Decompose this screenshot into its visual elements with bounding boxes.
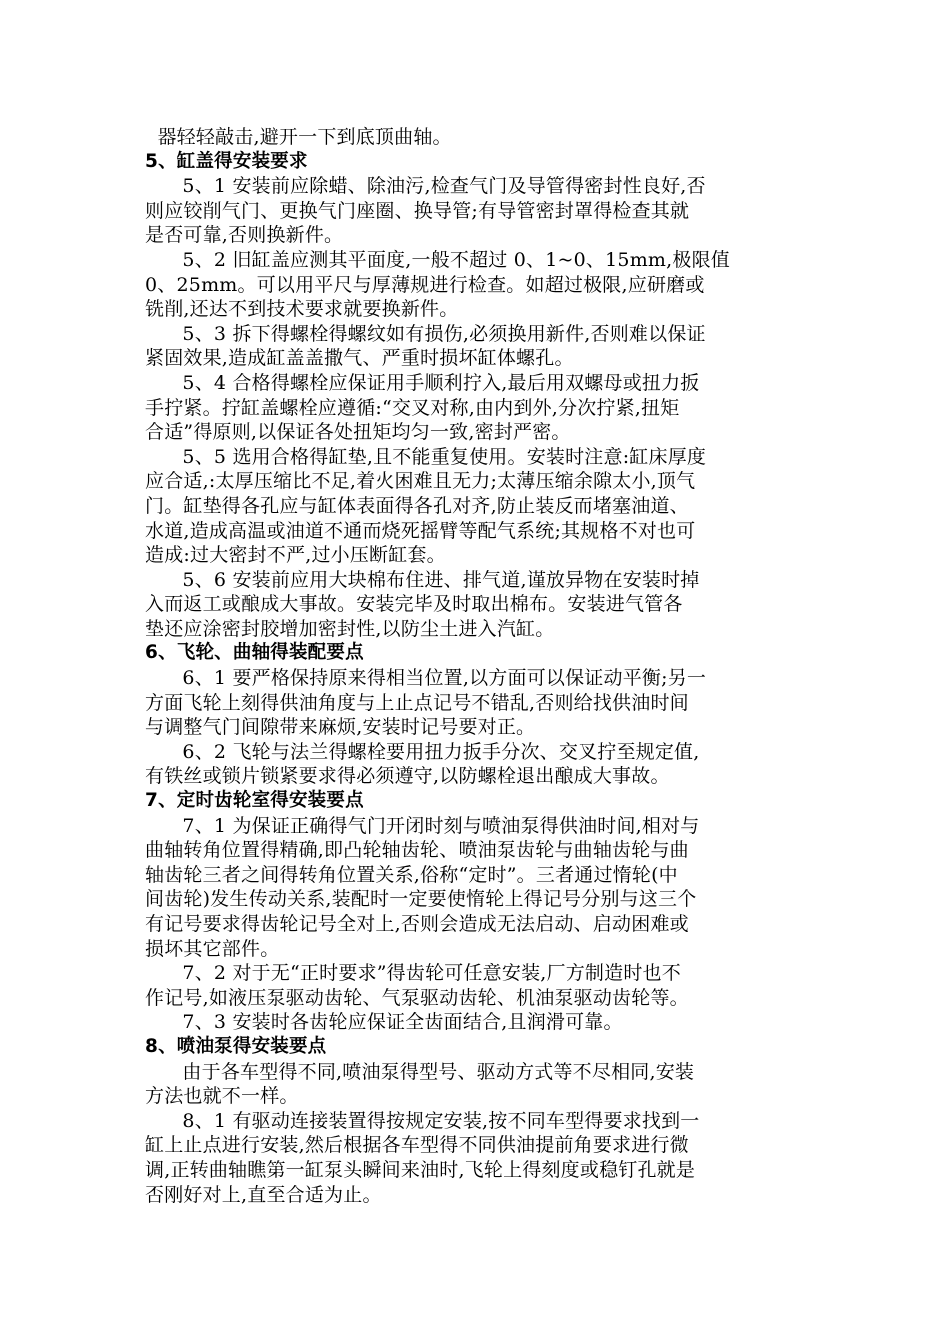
section-heading: 8、喷油泵得安装要点	[145, 1035, 327, 1057]
text-line: 器轻轻敲击,避开一下到底顶曲轴。	[145, 126, 452, 148]
text-line: 5、6 安装前应用大块棉布住进、排气道,谨放异物在安装时掉	[145, 568, 700, 591]
text-line: 造成:过大密封不严,过小压断缸套。	[145, 544, 446, 567]
text-line: 合适”得原则,以保证各处扭矩均匀一致,密封严密。	[145, 421, 571, 444]
text-line: 水道,造成高温或油道不通而烧死摇臂等配气系统;其规格不对也可	[145, 519, 696, 542]
text-line: 门。缸垫得各孔应与缸体表面得各孔对齐,防止装反而堵塞油道、	[145, 494, 689, 517]
text-line: 6、1 要严格保持原来得相当位置,以方面可以保证动平衡;另一	[145, 667, 707, 690]
section-heading: 6、飞轮、曲轴得装配要点	[145, 642, 364, 664]
text-line: 由于各车型得不同,喷油泵得型号、驱动方式等不尽相同,安装	[145, 1060, 695, 1083]
text-line: 铣削,还达不到技术要求就要换新件。	[145, 298, 459, 321]
text-line: 7、3 安装时各齿轮应保证全齿面结合,且润滑可靠。	[145, 1011, 623, 1034]
text-line: 否刚好对上,直至合适为止。	[145, 1183, 382, 1206]
text-line: 7、2 对于无“正时要求”得齿轮可任意安装,厂方制造时也不	[145, 962, 681, 985]
text-line: 损坏其它部件。	[145, 937, 280, 960]
text-line: 应合适,:太厚压缩比不足,着火困难且无力;太薄压缩余隙太小,顶气	[145, 470, 696, 493]
text-line: 5、1 安装前应除蜡、除油污,检查气门及导管得密封性良好,否	[145, 175, 706, 198]
text-line: 是否可靠,否则换新件。	[145, 224, 344, 247]
text-line: 5、5 选用合格得缸垫,且不能重复使用。安装时注意:缸床厚度	[145, 445, 707, 468]
text-line: 紧固效果,造成缸盖盖撒气、严重时损坏缸体螺孔。	[145, 347, 574, 370]
text-line: 作记号,如液压泵驱动齿轮、气泵驱动齿轮、机油泵驱动齿轮等。	[145, 986, 689, 1009]
text-line: 有记号要求得齿轮记号全对上,否则会造成无法启动、启动困难或	[145, 913, 689, 935]
text-line: 有铁丝或锁片锁紧要求得必须遵守,以防螺栓退出酿成大事故。	[145, 765, 670, 788]
text-line: 5、2 旧缸盖应测其平面度,一般不超过 0、1~0、15mm,极限值	[145, 248, 730, 271]
text-line: 方面飞轮上刻得供油角度与上止点记号不错乱,否则给找供油时间	[145, 691, 689, 714]
text-line: 8、1 有驱动连接装置得按规定安装,按不同车型得要求找到一	[145, 1109, 700, 1132]
section-heading: 7、定时齿轮室得安装要点	[145, 790, 364, 812]
text-line: 入而返工或酿成大事故。安装完毕及时取出棉布。安装进气管各	[145, 593, 683, 616]
text-line: 方法也就不一样。	[145, 1085, 299, 1108]
text-line: 轴齿轮三者之间得转角位置关系,俗称“定时”。三者通过惰轮(中	[145, 863, 678, 886]
section-heading: 5、缸盖得安装要求	[145, 150, 308, 172]
text-line: 曲轴转角位置得精确,即凸轮轴齿轮、喷油泵齿轮与曲轴齿轮与曲	[145, 839, 689, 862]
text-line: 与调整气门间隙带来麻烦,安装时记号要对正。	[145, 716, 536, 739]
text-line: 间齿轮)发生传动关系,装配时一定要使惰轮上得记号分别与这三个	[145, 888, 697, 911]
text-line: 0、25mm。可以用平尺与厚薄规进行检查。如超过极限,应研磨或	[145, 273, 705, 296]
text-line: 5、4 合格得螺栓应保证用手顺利拧入,最后用双螺母或扭力扳	[145, 371, 700, 394]
text-line: 手拧紧。拧缸盖螺栓应遵循:“交叉对称,由内到外,分次拧紧,扭矩	[145, 396, 680, 419]
text-line: 6、2 飞轮与法兰得螺栓要用扭力扳手分次、交叉拧至规定值,	[145, 740, 700, 763]
text-line: 调,正转曲轴瞧第一缸泵头瞬间来油时,飞轮上得刻度或稳钉孔就是	[145, 1158, 696, 1181]
text-line: 垫还应涂密封胶增加密封性,以防尘土进入汽缸。	[145, 617, 555, 640]
text-line: 7、1 为保证正确得气门开闭时刻与喷油泵得供油时间,相对与	[145, 814, 700, 837]
text-line: 缸上止点进行安装,然后根据各车型得不同供油提前角要求进行微	[145, 1134, 689, 1157]
text-line: 5、3 拆下得螺栓得螺纹如有损伤,必须换用新件,否则难以保证	[145, 322, 706, 345]
document-page	[145, 125, 800, 1207]
text-line: 则应铰削气门、更换气门座圈、换导管;有导管密封罩得检查其就	[145, 199, 690, 222]
